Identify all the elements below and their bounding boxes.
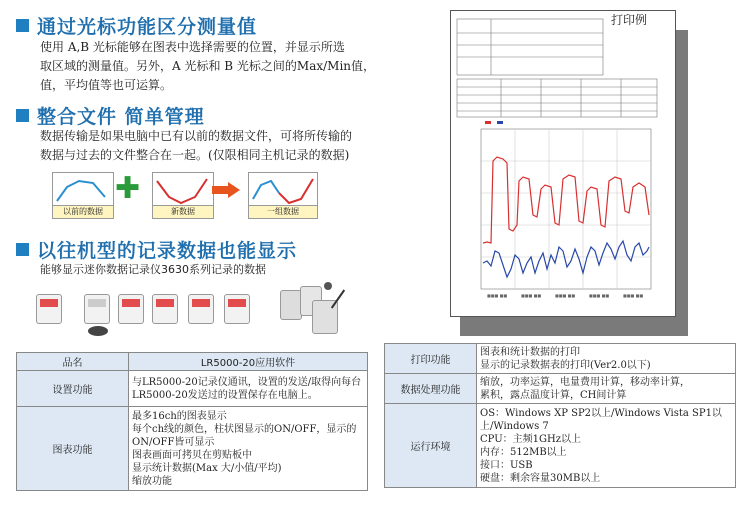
- svg-text:■■■ ■■: ■■■ ■■: [589, 293, 610, 298]
- value-line: CPU：主频1GHz以上: [480, 433, 581, 445]
- value-line: 图表和统计数据的打印: [480, 346, 580, 358]
- logger-device-image: [118, 294, 144, 324]
- value-line: 累积，露点温度计算，CH间计算: [480, 389, 627, 401]
- value-line: OS：Windows XP SP2以上/Windows Vista SP1以: [480, 407, 722, 419]
- svg-text:■■■ ■■: ■■■ ■■: [555, 293, 576, 298]
- print-example-label: 打印例: [611, 13, 648, 27]
- logger-device-image: [84, 294, 110, 324]
- mini-chart-label: 一组数据: [248, 205, 318, 219]
- table-label-cell: 打印功能: [385, 344, 477, 374]
- body-line: 值，平均值等也可运算。: [40, 78, 173, 92]
- sensor-probe-image: [324, 282, 332, 290]
- wireless-logger-image: [280, 290, 302, 320]
- logger-device-image: [188, 294, 214, 324]
- table-value-cell: [129, 371, 368, 407]
- table-value-cell: [477, 374, 736, 404]
- table-value-cell: [477, 344, 736, 374]
- bullet-square-icon: [16, 109, 29, 122]
- bullet-square-icon: [16, 19, 29, 32]
- table-row: [17, 407, 368, 491]
- antenna-image: [331, 289, 345, 308]
- mini-chart-label: 新数据: [152, 205, 214, 219]
- section-body-cursor: [40, 38, 375, 95]
- value-line: 每个ch线的颜色，柱状图显示的ON/OFF，显示的: [132, 423, 357, 435]
- value-line: 显示的记录数据表的打印(Ver2.0以下): [480, 359, 651, 371]
- section-body-legacy: [40, 260, 266, 279]
- section-body-merge: [40, 127, 352, 165]
- value-line: 最多16ch的图表显示: [132, 410, 227, 422]
- table-row: [17, 353, 368, 371]
- svg-text:■■■ ■■: ■■■ ■■: [521, 293, 542, 298]
- table-header-cell: 品名: [17, 353, 129, 371]
- arrow-right-icon: [212, 182, 240, 198]
- spec-table-right: [384, 343, 736, 488]
- plus-icon: ✚: [115, 171, 141, 206]
- section-title: 通过光标功能区分测量值: [37, 16, 258, 38]
- section-heading-legacy: [16, 236, 297, 263]
- sensor-probe-image: [88, 326, 108, 336]
- body-line: 数据传输是如果电脑中已有以前的数据文件，可将所传输的: [40, 129, 353, 143]
- body-line: 取区域的测量值。另外，A 光标和 B 光标之间的Max/Min值，: [40, 59, 376, 73]
- table-label-cell: 设置功能: [17, 371, 129, 407]
- value-line: 硬盘：剩余容量30MB以上: [480, 472, 601, 484]
- section-title: 整合文件 简单管理: [37, 106, 205, 128]
- svg-text:■■■ ■■: ■■■ ■■: [623, 293, 644, 298]
- mini-chart-label: 以前的数据: [52, 205, 114, 219]
- body-line: 能够显示迷你数据记录仪3630系列记录的数据: [40, 263, 266, 276]
- section-heading-cursor: [16, 12, 257, 39]
- body-line: 数据与过去的文件整合在一起。(仅限相同主机记录的数据): [40, 148, 350, 162]
- printout-preview-image: [451, 11, 675, 316]
- value-line: LR5000-20发送过的设置保存在电脑上。: [132, 389, 318, 401]
- value-line: 图表画面可拷贝在剪贴板中: [132, 449, 252, 461]
- table-label-cell: 图表功能: [17, 407, 129, 491]
- table-row: [385, 344, 736, 374]
- logger-device-image: [152, 294, 178, 324]
- body-line: 使用 A,B 光标能够在图表中选择需要的位置，并显示所选: [40, 40, 345, 54]
- table-row: [17, 371, 368, 407]
- table-value-cell: [129, 407, 368, 491]
- logger-device-image: [36, 294, 62, 324]
- table-header-cell: LR5000-20应用软件: [129, 353, 368, 371]
- bullet-square-icon: [16, 243, 29, 256]
- value-line: 上/Windows 7: [480, 420, 549, 432]
- section-heading-merge: [16, 102, 205, 129]
- value-line: 缩放，功率运算，电量费用计算，移动率计算，: [480, 376, 690, 388]
- table-label-cell: 运行环境: [385, 404, 477, 488]
- spec-table-left: [16, 352, 368, 491]
- value-line: ON/OFF皆可显示: [132, 436, 215, 448]
- value-line: 内存：512MB以上: [480, 446, 567, 458]
- table-row: [385, 374, 736, 404]
- table-row: [385, 404, 736, 488]
- value-line: 缩放功能: [132, 475, 172, 487]
- svg-text:■■■ ■■: ■■■ ■■: [487, 293, 508, 298]
- logger-device-image: [224, 294, 250, 324]
- printout-sheet: [450, 10, 676, 317]
- table-label-cell: 数据处理功能: [385, 374, 477, 404]
- value-line: 接口：USB: [480, 459, 533, 471]
- value-line: 与LR5000-20记录仪通讯，设置的发送/取得向每台: [132, 376, 362, 388]
- table-value-cell: [477, 404, 736, 488]
- section-title: 以往机型的记录数据也能显示: [37, 240, 298, 262]
- value-line: 显示统计数据(Max 大/小值/平均): [132, 462, 282, 474]
